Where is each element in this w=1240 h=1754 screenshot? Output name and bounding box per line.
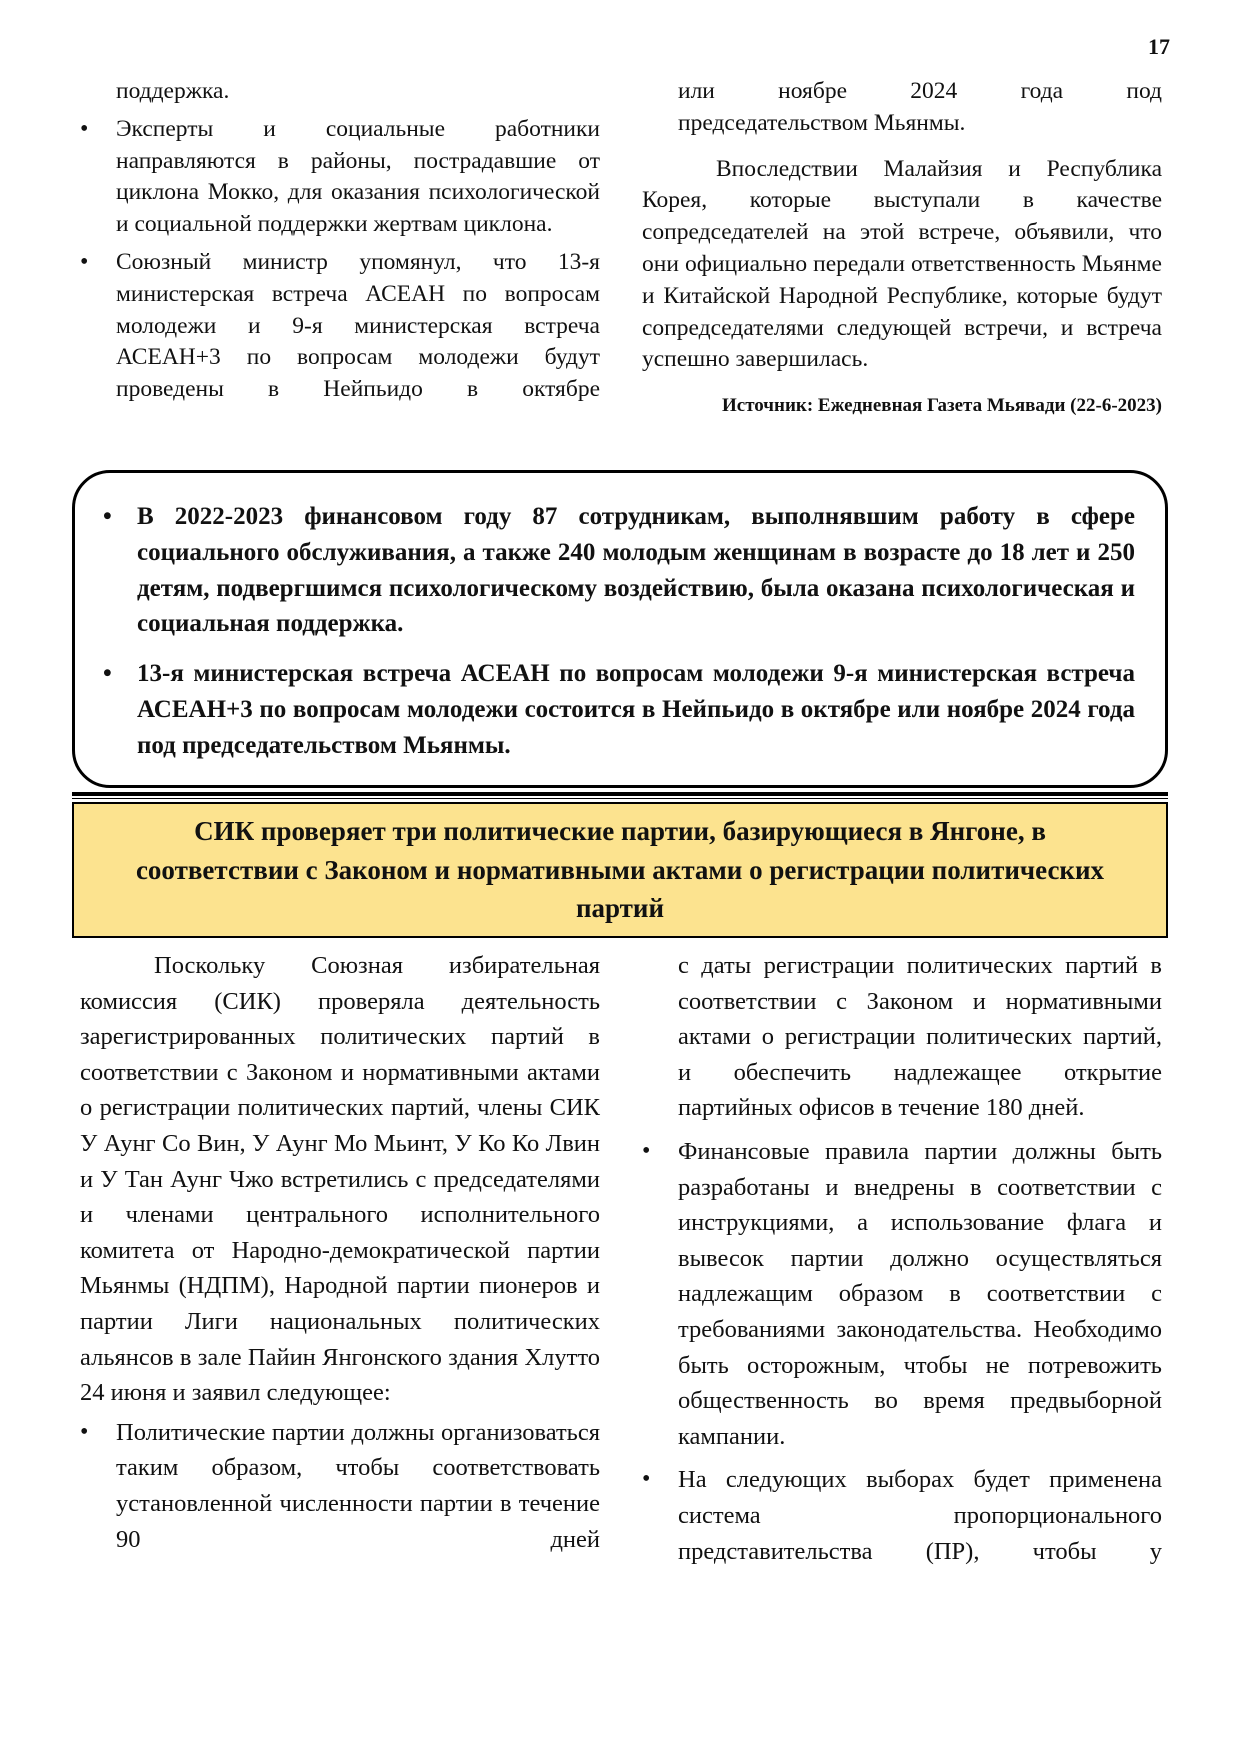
body-paragraph: Поскольку Союзная избирательная комиссия (СИК) проверяла деятельность зарегистрированных политических партий в соответствии с Законом и нормативными актами о регистрации политических партий, члены СИК У Аунг Со Вин, У Аунг Мо Мьинт, У Ко Ко Лвин и У Тан Аунг Чжо встретились с председателями и членами центрального исполнительного комитета от Народно-демократической партии Мьянмы (НДПМ), Народной партии пионеров и партии Лиги национальных политических альянсов в зале Пайин Янгонского здания Хлутто 24 июня и заявил следующее:	[80, 952, 600, 1407]
continuation-text: или ноябре 2024 года под	[678, 78, 1162, 104]
divider-rule	[72, 792, 1168, 796]
callout-box	[72, 470, 1168, 788]
bullet-list	[642, 1134, 1162, 1569]
continuation-text: с даты регистрации политических партий в соответствии с Законом и нормативными актами о регистрации политических партий, и обеспечить надлежащее открытие партийных офисов в течение 180 дней.	[678, 952, 1162, 1122]
callout-list	[97, 499, 1135, 764]
divider-rule	[72, 798, 1168, 799]
page-number: 17	[1148, 34, 1170, 59]
bullet-list	[80, 1415, 600, 1557]
bottom-left-column	[80, 948, 600, 1557]
body-paragraph: Впоследствии Малайзия и Республика Корея, которые выступали в качестве сопредседателей на этой встрече, объявили, что они официально передали ответственность Мьянме и Китайской Народной Республике, которые будут сопредседателями следующей встречи, и встреча успешно завершилась.	[642, 155, 1162, 373]
top-left-column	[80, 76, 600, 406]
bottom-right-column	[642, 948, 1162, 1569]
article-headline: СИК проверяет три политические партии, базирующиеся в Янгоне, в соответствии с Законом и нормативными актами о регистрации политических партий	[72, 802, 1168, 938]
callout-item: • В 2022-2023 финансовом году 87 сотрудникам, выполнявшим работу в сфере социального обслуживания, а также 240 молодым женщинам в возрасте до 18 лет и 250 детям, подвергшимся психологическому воздействию, была оказана психологическая и социальная поддержка.	[97, 499, 1135, 642]
continuation-text: председательством Мьянмы.	[678, 109, 966, 136]
source-line: Источник: Ежедневная Газета Мьявади (22-6-2023)	[722, 395, 1162, 417]
list-item: • Финансовые правила партии должны быть разработаны и внедрены в соответствии с инструкциями, а использование флага и вывесок партии должно осуществляться надлежащим образом в соответствии с требованиями законодательства. Необходимо быть осторожным, чтобы не потревожить общественность во время предвыборной кампании.	[642, 1134, 1162, 1454]
list-item: • Политические партии должны организоваться таким образом, чтобы соответствовать установленной численности партии в течение 90 дней	[80, 1415, 600, 1557]
bullet-list	[80, 114, 600, 406]
continuation-text: поддержка.	[116, 78, 230, 104]
top-right-column	[642, 76, 1162, 422]
list-item: • На следующих выборах будет применена система пропорционального представительства (ПР), чтобы у	[642, 1462, 1162, 1569]
list-item: • Союзный министр упомянул, что 13-я министерская встреча АСЕАН по вопросам молодежи и 9-я министерская встреча АСЕАН+3 по вопросам молодежи будут проведены в Нейпьидо в октябре	[80, 247, 600, 406]
callout-item: • 13-я министерская встреча АСЕАН по вопросам молодежи 9-я министерская встреча АСЕАН+3 по вопросам молодежи состоится в Нейпьидо в октябре или ноябре 2024 года под председательством Мьянмы.	[97, 656, 1135, 763]
list-item: • Эксперты и социальные работники направляются в районы, пострадавшие от циклона Мокко, для оказания психологической и социальной поддержки жертвам циклона.	[80, 114, 600, 241]
